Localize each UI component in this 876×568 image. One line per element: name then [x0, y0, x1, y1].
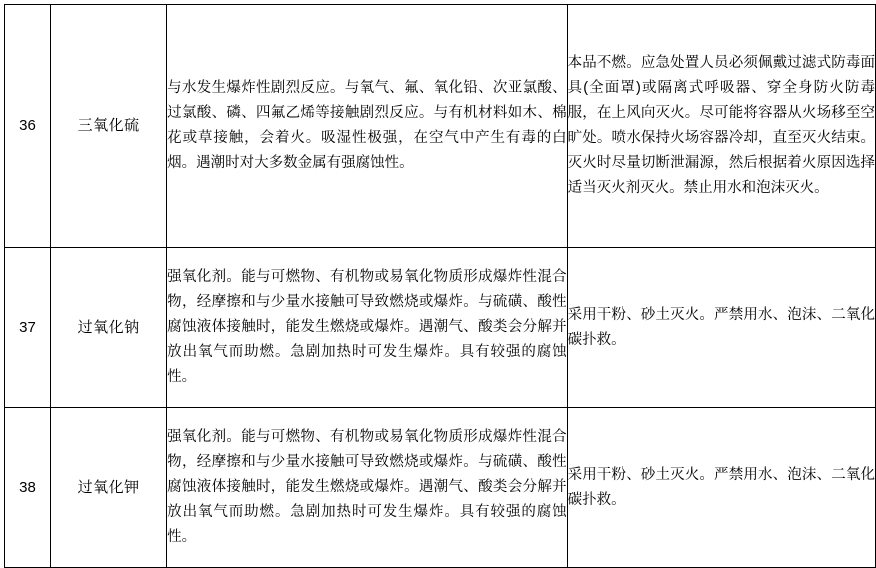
row-name-cell: 三氧化硫 — [51, 5, 167, 248]
row-fire-method-cell: 采用干粉、砂土灭火。严禁用水、泡沫、二氧化碳扑救。 — [567, 408, 875, 568]
row-name-cell: 过氧化钾 — [51, 408, 167, 568]
row-index-cell: 36 — [5, 5, 51, 248]
table-row — [5, 248, 876, 408]
hazard-substances-table — [4, 4, 876, 568]
row-index-cell: 37 — [5, 248, 51, 408]
document-page — [0, 4, 876, 559]
row-index-cell: 38 — [5, 408, 51, 568]
row-fire-method-cell: 采用干粉、砂土灭火。严禁用水、泡沫、二氧化碳扑救。 — [567, 248, 875, 408]
row-hazard-cell: 强氧化剂。能与可燃物、有机物或易氧化物质形成爆炸性混合物，经摩擦和与少量水接触可导致燃烧或爆炸。与硫磺、酸性腐蚀液体接触时，能发生燃烧或爆炸。遇潮气、酸类会分解并放出氧气而助燃。急剧加热时可发生爆炸。具有较强的腐蚀性。 — [167, 248, 567, 408]
table-row — [5, 408, 876, 568]
table-row — [5, 5, 876, 248]
row-name-cell: 过氧化钠 — [51, 248, 167, 408]
row-hazard-cell: 与水发生爆炸性剧烈反应。与氧气、氟、氧化铅、次亚氯酸、过氯酸、磷、四氟乙烯等接触剧烈反应。与有机材料如木、棉花或草接触，会着火。吸湿性极强，在空气中产生有毒的白烟。遇潮时对大多数金属有强腐蚀性。 — [167, 5, 567, 248]
row-fire-method-cell: 本品不燃。应急处置人员必须佩戴过滤式防毒面具(全面罩)或隔离式呼吸器、穿全身防火防毒服，在上风向灭火。尽可能将容器从火场移至空旷处。喷水保持火场容器冷却，直至灭火结束。灭火时尽量切断泄漏源，然后根据着火原因选择适当灭火剂灭火。禁止用水和泡沫灭火。 — [567, 5, 875, 248]
row-hazard-cell: 强氧化剂。能与可燃物、有机物或易氧化物质形成爆炸性混合物，经摩擦和与少量水接触可导致燃烧或爆炸。与硫磺、酸性腐蚀液体接触时，能发生燃烧或爆炸。遇潮气、酸类会分解并放出氧气而助燃。急剧加热时可发生爆炸。具有较强的腐蚀性。 — [167, 408, 567, 568]
